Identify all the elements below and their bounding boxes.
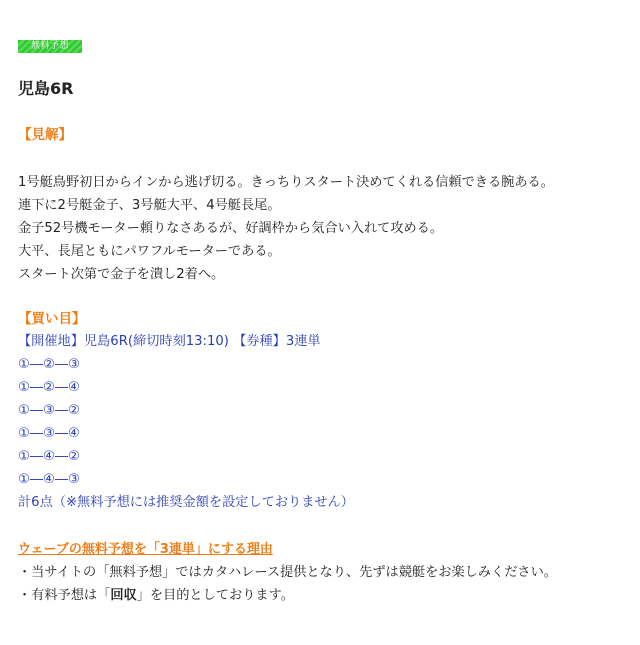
combo-item: ①―③―④	[18, 426, 80, 441]
combo-item: ①―③―②	[18, 403, 80, 418]
note-line: ・当サイトの「無料予想」ではカタハレース提供となり、先ずは競艇をお楽しみください。	[18, 565, 557, 580]
view-line: 金子52号機モーター頼りなさあるが、好調枠から気合い入れて攻める。	[18, 221, 444, 236]
buy-info: 【開催地】児島6R(締切時刻13:10) 【券種】3連単	[18, 334, 321, 349]
view-line: 連下に2号艇金子、3号艇大平、4号艇長尾。	[18, 198, 281, 213]
buy-heading: 【買い目】	[18, 311, 86, 327]
view-paragraph	[18, 171, 554, 286]
view-line: 1号艇鳥野初日からインから逃げ切る。きっちりスタート決めてくれる信頼できる腕ある。	[18, 175, 554, 190]
combo-item: ①―②―④	[18, 380, 80, 395]
view-heading: 【見解】	[18, 127, 72, 143]
note2-prefix: ・有料予想は「	[18, 588, 111, 603]
combo-item: ①―④―②	[18, 449, 80, 464]
note-line	[18, 584, 557, 607]
free-prediction-badge: 無料予想	[18, 40, 82, 53]
buy-list	[18, 330, 354, 514]
race-title: 児島6R	[18, 79, 74, 98]
combo-item: ①―④―③	[18, 472, 80, 487]
combo-item: ①―②―③	[18, 357, 80, 372]
notes	[18, 561, 557, 607]
reason-heading: ウェーブの無料予想を「3連単」にする理由	[18, 542, 273, 557]
note2-strong: 回収	[110, 588, 137, 603]
total-line: 計6点（※無料予想には推奨金額を設定しておりません）	[18, 495, 354, 510]
note2-suffix: 」を目的としております。	[136, 588, 294, 603]
view-line: スタート次第で金子を潰し2着へ。	[18, 267, 225, 282]
view-line: 大平、長尾ともにパワフルモーターである。	[18, 244, 281, 259]
